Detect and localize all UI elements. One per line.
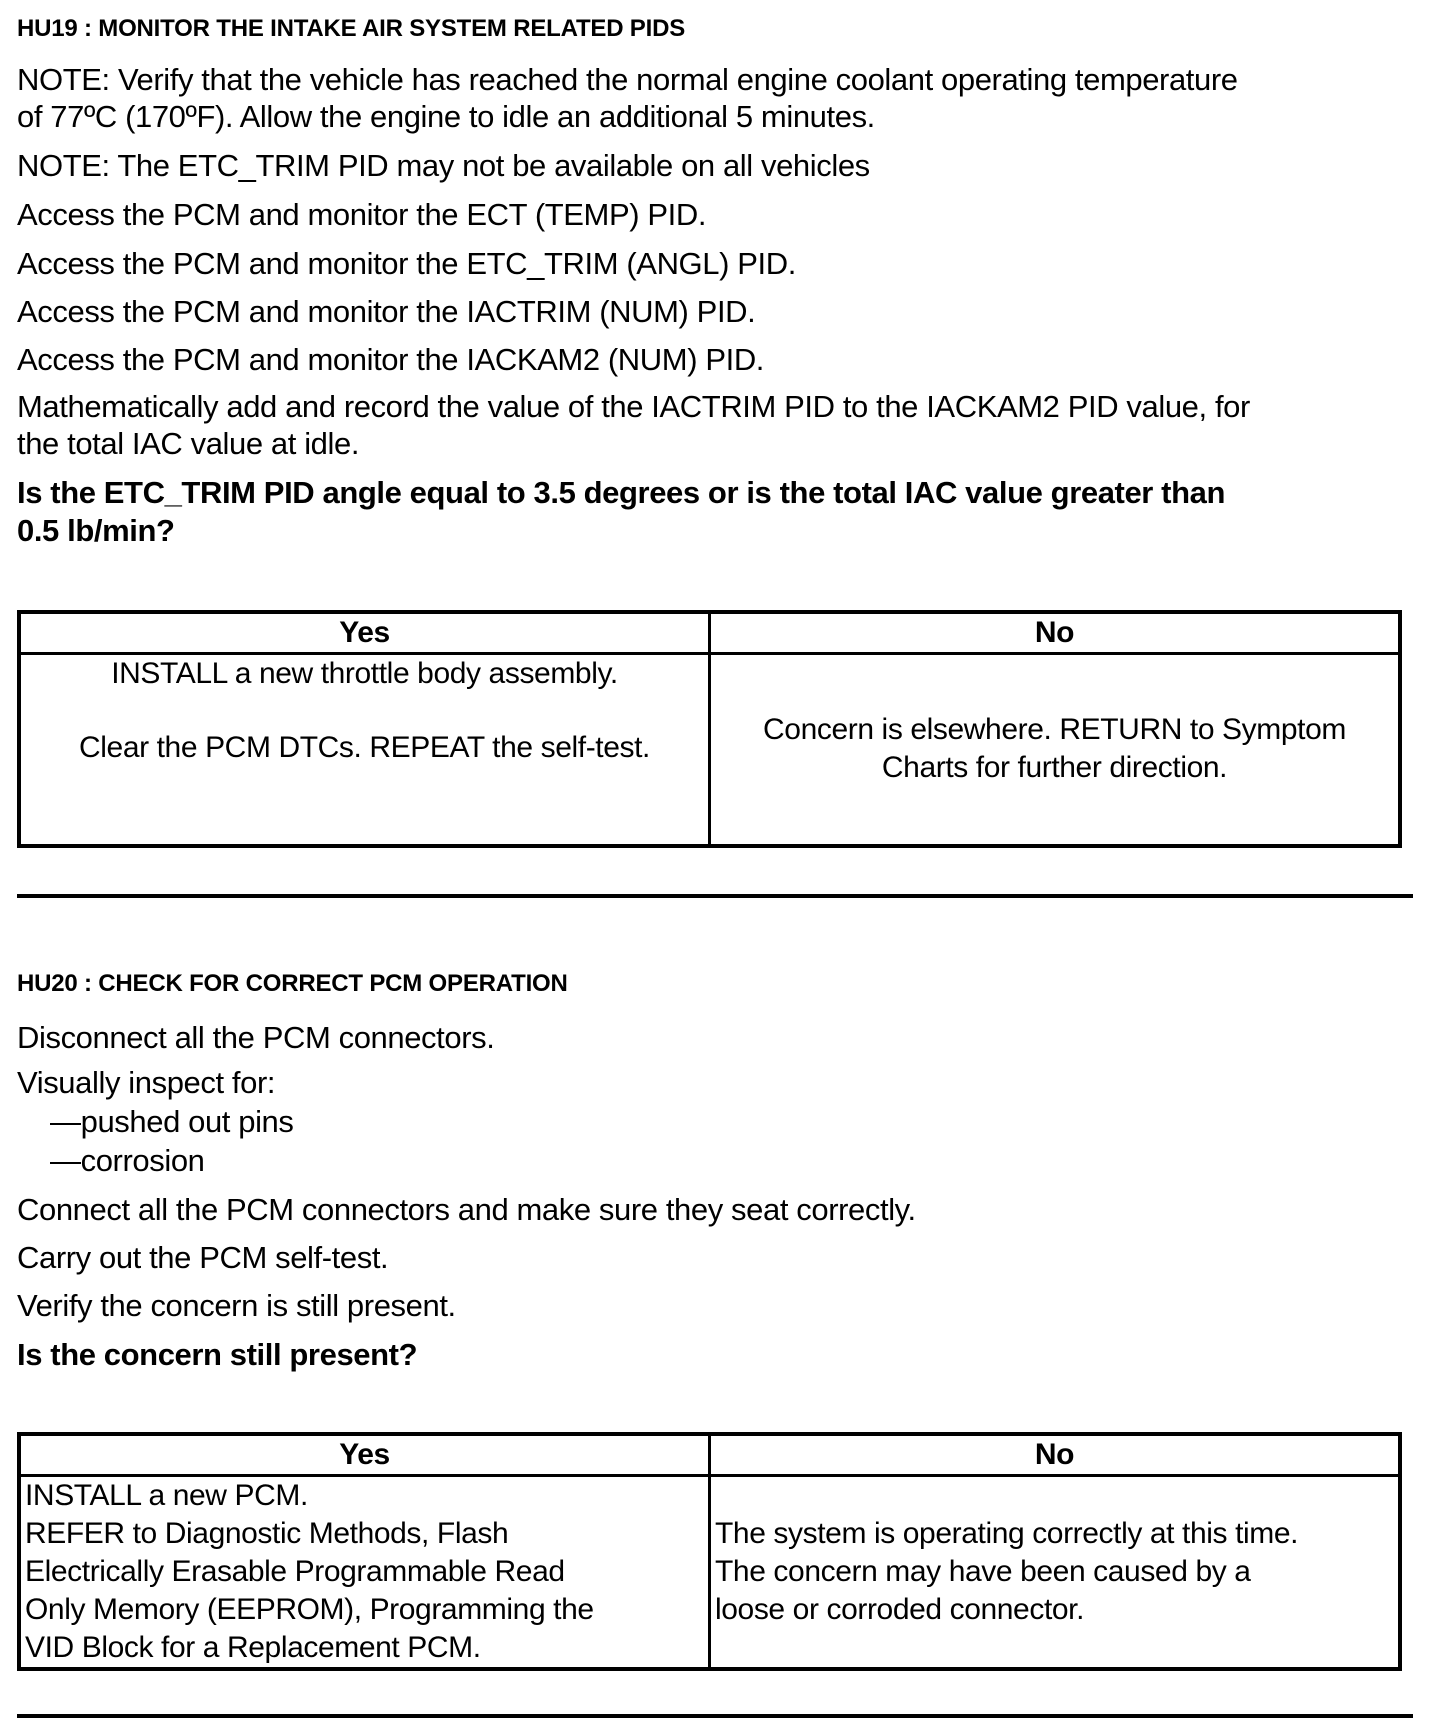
yes-header: Yes (19, 612, 710, 654)
section-divider (17, 1714, 1413, 1718)
step-line: Visually inspect for: (17, 1065, 276, 1100)
no-line: Charts for further direction. (881, 751, 1228, 785)
note-line: NOTE: The ETC_TRIM PID may not be available on all vehicles (17, 148, 870, 183)
note-line: NOTE: Verify that the vehicle has reached the normal engine coolant operating temperature (17, 62, 1238, 97)
no-header: No (710, 612, 1401, 654)
question-line: Is the ETC_TRIM PID angle equal to 3.5 degrees or is the total IAC value greater than (17, 475, 1226, 510)
question-line: 0.5 lb/min? (17, 513, 175, 548)
yes-line: INSTALL a new throttle body assembly. (111, 657, 618, 690)
hu19-result-table (17, 610, 1402, 848)
question-line: Is the concern still present? (17, 1337, 418, 1372)
yes-line: Only Memory (EEPROM), Programming the (25, 1593, 594, 1626)
step-line: the total IAC value at idle. (17, 426, 360, 461)
inspect-item: —corrosion (50, 1143, 205, 1178)
step-line: Access the PCM and monitor the IACKAM2 (NUM) PID. (17, 342, 765, 377)
yes-header: Yes (19, 1434, 710, 1476)
no-line: The system is operating correctly at this time. (715, 1517, 1299, 1550)
yes-line: INSTALL a new PCM. (25, 1479, 308, 1512)
step-line: Access the PCM and monitor the ECT (TEMP) PID. (17, 197, 707, 232)
hu19-heading: HU19 : MONITOR THE INTAKE AIR SYSTEM RELATED PIDS (17, 15, 686, 42)
section-divider (17, 894, 1413, 898)
no-header: No (710, 1434, 1401, 1476)
step-line: Access the PCM and monitor the ETC_TRIM (ANGL) PID. (17, 246, 796, 281)
no-cell (710, 1476, 1401, 1670)
note-line: of 77ºC (170ºF). Allow the engine to idle an additional 5 minutes. (17, 99, 875, 134)
hu20-heading: HU20 : CHECK FOR CORRECT PCM OPERATION (17, 970, 568, 997)
step-line: Disconnect all the PCM connectors. (17, 1020, 495, 1055)
no-line: loose or corroded connector. (715, 1593, 1085, 1626)
step-line: Connect all the PCM connectors and make sure they seat correctly. (17, 1192, 916, 1227)
yes-line: Electrically Erasable Programmable Read (25, 1555, 565, 1588)
yes-cell (19, 654, 710, 846)
yes-line: REFER to Diagnostic Methods, Flash (25, 1517, 509, 1550)
no-line: The concern may have been caused by a (715, 1555, 1251, 1588)
step-line: Access the PCM and monitor the IACTRIM (NUM) PID. (17, 294, 756, 329)
yes-cell (19, 1476, 710, 1670)
step-line: Carry out the PCM self-test. (17, 1240, 389, 1275)
hu20-result-table (17, 1432, 1402, 1671)
no-line: Concern is elsewhere. RETURN to Symptom (763, 713, 1346, 747)
step-line: Mathematically add and record the value of the IACTRIM PID to the IACKAM2 PID value, for (17, 389, 1250, 424)
step-line: Verify the concern is still present. (17, 1288, 456, 1323)
no-cell (710, 654, 1401, 846)
inspect-item: —pushed out pins (50, 1104, 294, 1139)
yes-line: VID Block for a Replacement PCM. (25, 1631, 481, 1664)
yes-line: Clear the PCM DTCs. REPEAT the self-test. (79, 731, 650, 764)
